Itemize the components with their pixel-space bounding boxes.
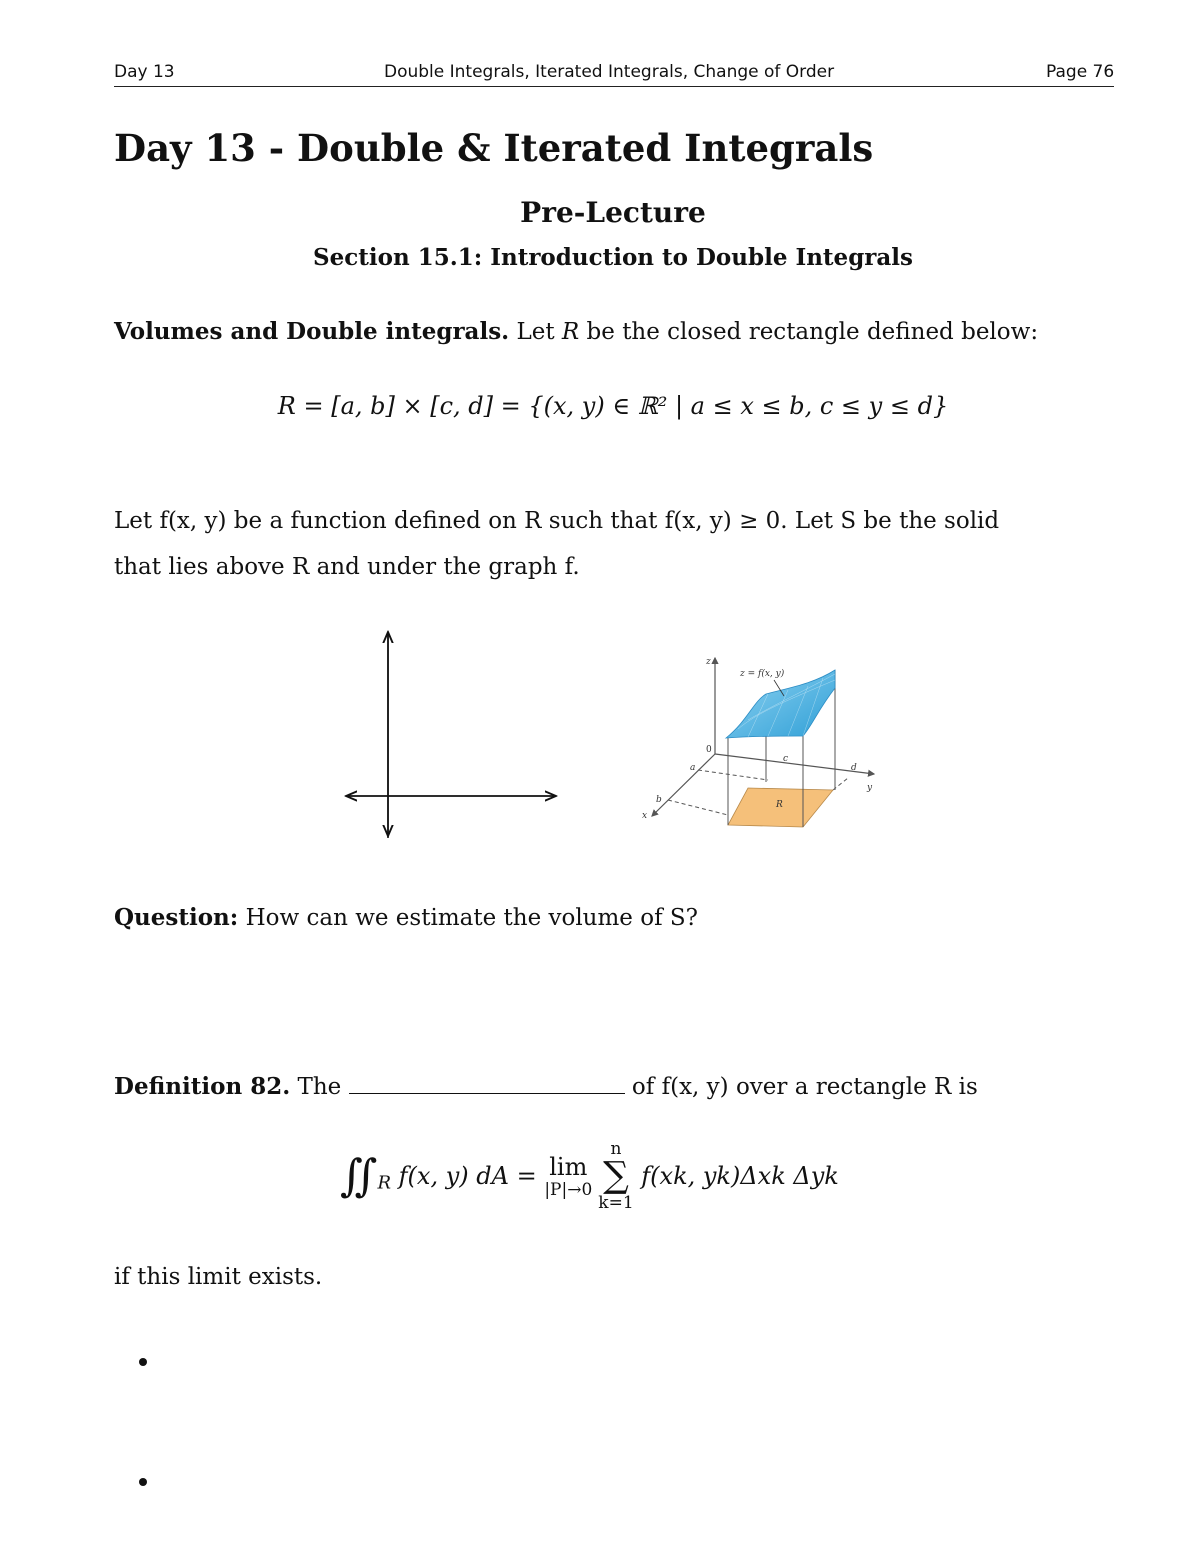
volumes-text-after: be the closed rectangle defined below: [579, 319, 1039, 345]
lim-subscript: |P|→0 [544, 1180, 593, 1200]
limit-exists-text: if this limit exists. [114, 1264, 323, 1290]
question-text: How can we estimate the volume of S? [238, 905, 698, 931]
volumes-paragraph [114, 318, 1038, 345]
integral-formula [340, 1140, 839, 1212]
guide-b [668, 800, 728, 815]
integral-subscript-R: R [377, 1172, 392, 1194]
region-R-label: R [776, 800, 783, 810]
surface-f [726, 670, 835, 738]
question-label: Question: [114, 904, 239, 931]
label-b: b [656, 795, 662, 805]
function-paragraph [114, 498, 1114, 590]
sum-upper: n [610, 1139, 622, 1159]
surface-label: z = f(x, y) [740, 669, 785, 679]
x-axis [652, 754, 715, 816]
function-paragraph-line-2: that lies above R and under the graph f. [114, 554, 580, 580]
bullet-2 [139, 1478, 147, 1486]
section-heading: Section 15.1: Introduction to Double Integrals [313, 244, 913, 271]
volumes-text-before: Let [509, 319, 562, 345]
header-center: Double Integrals, Iterated Integrals, Change of Order [384, 62, 835, 82]
definition-label: Definition 82. [114, 1073, 291, 1100]
sum-block [598, 1140, 633, 1212]
surface-over-rectangle-figure [638, 650, 888, 832]
blank-axes-figure [340, 626, 562, 842]
volumes-heading: Volumes and Double integrals. [114, 318, 510, 345]
integrand: f(x, y) dA = [391, 1162, 545, 1190]
double-integral-sign: ∬ [340, 1150, 378, 1202]
definition-after-blank: of f(x, y) over a rectangle R is [624, 1074, 978, 1100]
label-a: a [690, 763, 696, 773]
label-d: d [851, 763, 857, 773]
sum-lower: k=1 [598, 1193, 634, 1213]
x-axis-label: x [642, 811, 648, 821]
y-axis-label: y [867, 783, 873, 793]
pre-lecture-heading: Pre-Lecture [520, 196, 706, 229]
bullet-1 [139, 1358, 147, 1366]
rectangle-definition: R = [a, b] × [c, d] = {(x, y) ∈ ℝ² | a ≤ x ≤ b, c ≤ y ≤ d} [277, 392, 949, 420]
summand: f(xk, yk)Δxk Δyk [633, 1162, 839, 1190]
header-left: Day 13 [114, 62, 175, 82]
limit-block [544, 1153, 592, 1199]
definition-paragraph [114, 1071, 978, 1100]
definition-before-blank: The [290, 1074, 349, 1100]
sum-sign: ∑ [603, 1155, 629, 1196]
label-c: c [783, 754, 789, 764]
z-axis-label: z [706, 657, 711, 667]
definition-blank [349, 1071, 625, 1094]
origin-label: 0 [706, 745, 712, 755]
header-right: Page 76 [1046, 62, 1115, 82]
question-paragraph [114, 904, 698, 931]
guide-a [698, 770, 768, 780]
page-title: Day 13 - Double & Iterated Integrals [114, 126, 874, 170]
function-paragraph-line-1: Let f(x, y) be a function defined on R such that f(x, y) ≥ 0. Let S be the solid [114, 508, 1000, 534]
var-R: R [561, 319, 580, 345]
header-rule [114, 86, 1114, 87]
lim-text: lim [549, 1153, 588, 1181]
